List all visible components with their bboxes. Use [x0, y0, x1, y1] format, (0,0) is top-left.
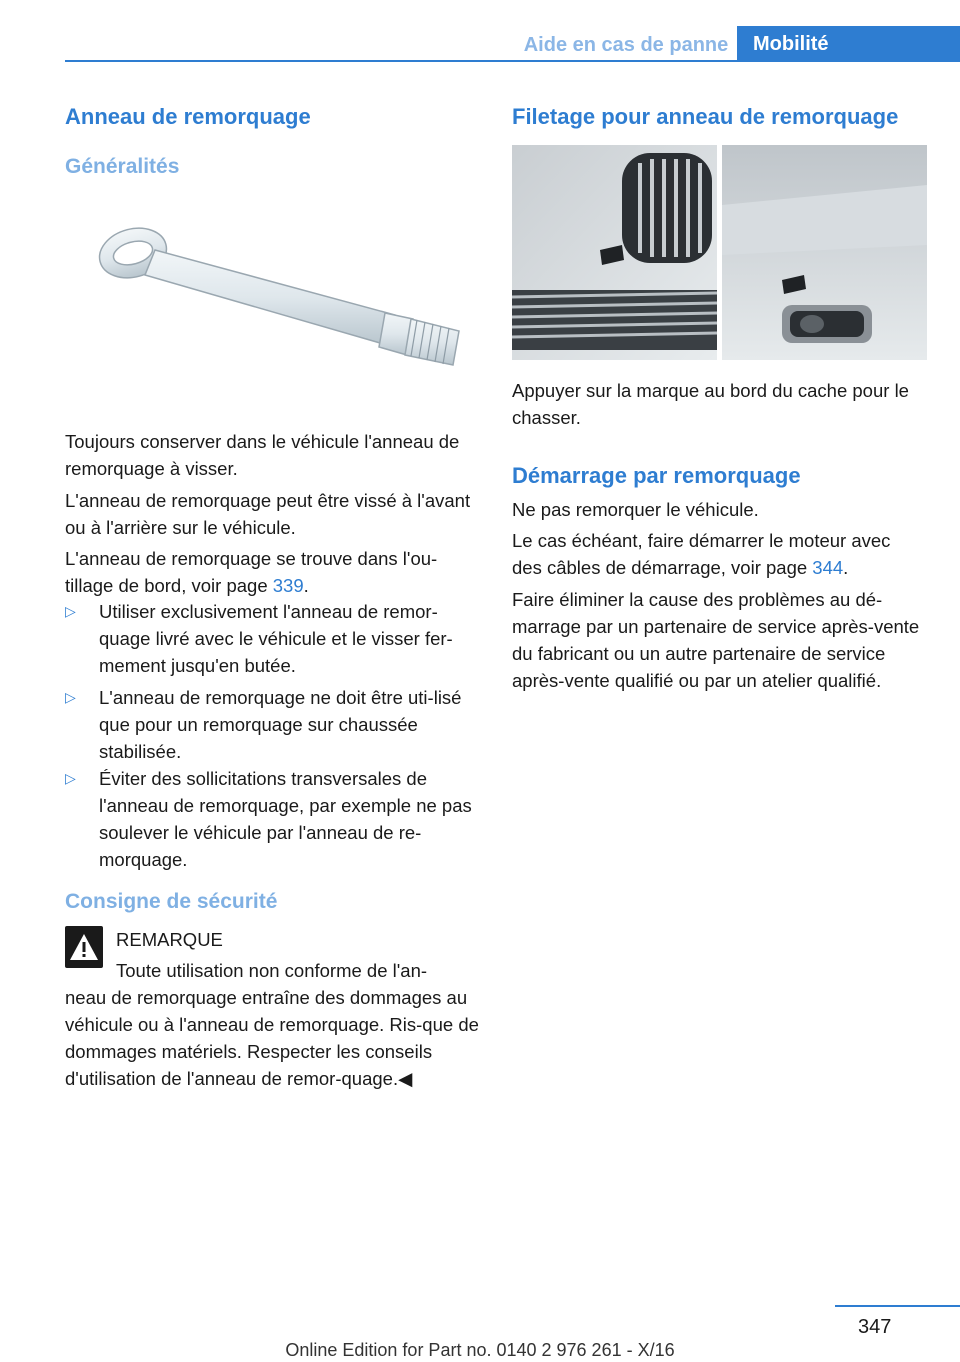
paragraph-service-partner: Faire éliminer la cause des problèmes au dé-marrage par un partenaire de service après-vente du fabricant ou un autre partenaire de service après-vente qualifié ou par un atelier qualifié.	[512, 589, 920, 691]
warning-triangle-icon	[65, 926, 103, 968]
bullet-triangle-icon: ▷	[65, 603, 76, 619]
bullet-triangle-icon: ▷	[65, 689, 76, 705]
bullet-text: Éviter des sollicitations transversales de l'anneau de remorquage, par exemple ne pas soulever le véhicule par l'anneau de re-morquage.	[99, 768, 472, 870]
header-rule	[65, 60, 960, 62]
page-number: 347	[858, 1316, 892, 1338]
subtitle-safety: Consigne de sécurité	[65, 890, 278, 913]
section-title-thread: Filetage pour anneau de remorquage	[512, 104, 899, 129]
bullet-text: Utiliser exclusivement l'anneau de remor-quage livré avec le véhicule et le visser fer-mement jusqu'en butée.	[99, 601, 453, 676]
header-chapter-tab: Mobilité	[737, 26, 960, 62]
page-link-339[interactable]: 339	[272, 575, 304, 596]
section-title-towing-eye: Anneau de remorquage	[65, 104, 311, 129]
warning-text-first-line: Toute utilisation non conforme de l'an-	[116, 960, 428, 981]
page-link-344[interactable]: 344	[812, 557, 844, 578]
paragraph-no-tow: Ne pas remorquer le véhicule.	[512, 499, 759, 520]
paragraph-press-mark: Appuyer sur la marque au bord du cache pour le chasser.	[512, 380, 909, 428]
page-number-rule	[835, 1305, 960, 1307]
jump-start-text: Le cas échéant, faire démarrer le moteur avec des câbles de démarrage, voir page	[512, 530, 891, 578]
section-title-tow-start: Démarrage par remorquage	[512, 463, 801, 488]
warning-text-body: neau de remorquage entraîne des dommages au véhicule ou à l'anneau de remorquage. Ris-que de dommages matériels. Respecter les conseils d'utilisation de l'anneau de remor-quage.◀	[65, 987, 479, 1089]
location-text-end: .	[303, 575, 309, 596]
paragraph-location-toolkit	[65, 545, 480, 599]
jump-start-text-end: .	[843, 557, 849, 578]
edition-footer: Online Edition for Part no. 0140 2 976 261 - X/16	[285, 1340, 675, 1360]
paragraph-screw-front-rear: L'anneau de remorquage peut être vissé à l'avant ou à l'arrière sur le véhicule.	[65, 490, 471, 538]
warning-label: REMARQUE	[116, 929, 223, 950]
bumper-thread-photo	[512, 145, 927, 360]
location-text: L'anneau de remorquage se trouve dans l'ou-tillage de bord, voir page	[65, 548, 438, 596]
header-section-label: Aide en cas de panne	[523, 34, 729, 56]
paragraph-keep-towing-eye: Toujours conserver dans le véhicule l'anneau de remorquage à visser.	[65, 431, 460, 479]
subtitle-general: Généralités	[65, 155, 180, 178]
paragraph-jump-start	[512, 527, 922, 581]
bullet-text: L'anneau de remorquage ne doit être uti-lisé que pour un remorquage sur chaussée stabilisée.	[99, 687, 462, 762]
towing-eye-illustration	[95, 215, 470, 380]
bullet-triangle-icon: ▷	[65, 770, 76, 786]
